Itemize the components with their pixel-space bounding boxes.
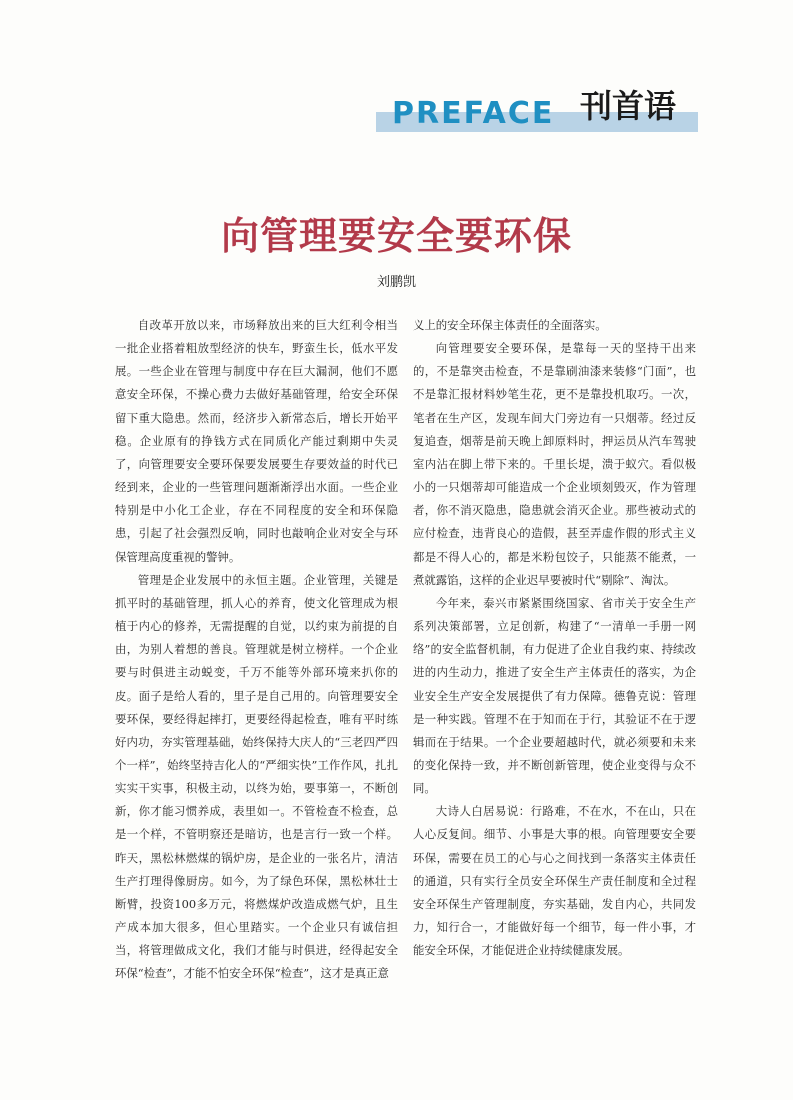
article-title: 向管理要安全要环保 (220, 213, 572, 258)
paragraph: 自改革开放以来，市场释放出来的巨大红利令相当一批企业搭着粗放型经济的快车，野蛮生长，低水平发展。一些企业在管理与制度中存在巨大漏洞，他们不愿意安全环保，不操心费力去做好基础管理，给安全环保留下重大隐患。然而，经济步入新常态后，增长开始平稳。企业原有的挣钱方式在同质化产能过剩期中失灵了，向管理要安全要环保要发展要生存要效益的时代已经到来，企业的一些管理问题渐渐浮出水面。一些企业特别是中小化工企业，存在不同程度的安全和环保隐患，引起了社会强烈反响，同时也敲响企业对安全与环保管理高度重视的警钟。 (115, 318, 398, 564)
banner-english-label: PREFACE (392, 96, 555, 131)
paragraph: 大诗人白居易说：行路难，不在水，不在山，只在人心反复间。细节、小事是大事的根。向管理要安全要环保，需要在员工的心与心之间找到一条落实主体责任的通道，只有实行全员安全环保生产责任制度和全过程安全环保生产管理制度，夯实基础，发自内心，共同发力，知行合一，才能做好每一个细节，每一件小事，才能安全环保，才能促进企业持续健康发展。 (413, 804, 696, 958)
paragraph: 管理是企业发展中的永恒主题。企业管理，关键是抓平时的基础管理，抓人心的养育，使文化管理成为根植于内心的修养，无需提醒的自觉，以约束为前提的自由，为别人着想的善良。管理就是树立榜样。一个企业要与时俱进主动蜕变，千万不能等外部环境来扒你的皮。面子是给人看的，里子是自己用的。向管理要安全要环保，要经得起摔打，更要经得起检查，唯有平时练好内功，夯实管理基础，始终保持大庆人的“三老四严四个一样”，始终坚持吉化人的“严细实快”工作作风，扎扎实实干实事，积极主动，以终为始，要事第一，不断创新，你才能习惯养成，表里如一。不管检查不检查，总是一个样，不管明察还是暗访，也是言行一致一个样。昨天，黑松林燃煤的锅炉房，是企业的一张名片，清洁生产打理得像厨房。如今，为了绿色环保，黑松林壮士断臂，投资100多万元，将燃煤炉改造成燃气炉，且生产成本加大很多，但心里踏实。一个企业只有诚信担当，将管理做成文化，我们才能与时俱进，经得起安全环保“检查”，才能不怕安全环保“检查”，这才是真正意 (115, 572, 398, 981)
paragraph-continuation: 义上的安全环保主体责任的全面落实。 (413, 318, 607, 332)
paragraph: 向管理要安全要环保，是靠每一天的坚持干出来的，不是靠突击检查，不是靠刷油漆来装修“门面”，也不是靠汇报材料妙笔生花，更不是靠投机取巧。一次，笔者在生产区，发现车间大门旁边有一只烟蒂。经过反复追查，烟蒂是前天晚上卸原料时，押运员从汽车驾驶室内沾在脚上带下来的。千里长堤，溃于蚁穴。看似极小的一只烟蒂却可能造成一个企业顷刻毁灭，作为管理者，你不消灭隐患，隐患就会消灭企业。那些被动式的应付检查，违背良心的造假，甚至弄虚作假的形式主义都是不得人心的，都是米粉包饺子，只能蒸不能煮，一煮就露馅，这样的企业迟早要被时代“剔除”、淘汰。 (413, 341, 696, 587)
article-author: 刘鹏凯 (376, 275, 416, 290)
banner-chinese-label: 刊首语 (580, 87, 677, 125)
left-text-column (115, 314, 398, 986)
right-text-column (413, 314, 696, 962)
paragraph: 今年来，泰兴市紧紧围绕国家、省市关于安全生产系列决策部署，立足创新，构建了“一清单一手册一网络”的安全监督机制，有力促进了企业自我约束、持续改进的内生动力，推进了安全生产主体责任的落实，为企业安全生产安全发展提供了有力保障。德鲁克说：管理是一种实践。管理不在于知而在于行，其验证不在于逻辑而在于结果。一个企业要超越时代，就必须要和未来的变化保持一致，并不断创新管理，使企业变得与众不同。 (413, 595, 696, 796)
